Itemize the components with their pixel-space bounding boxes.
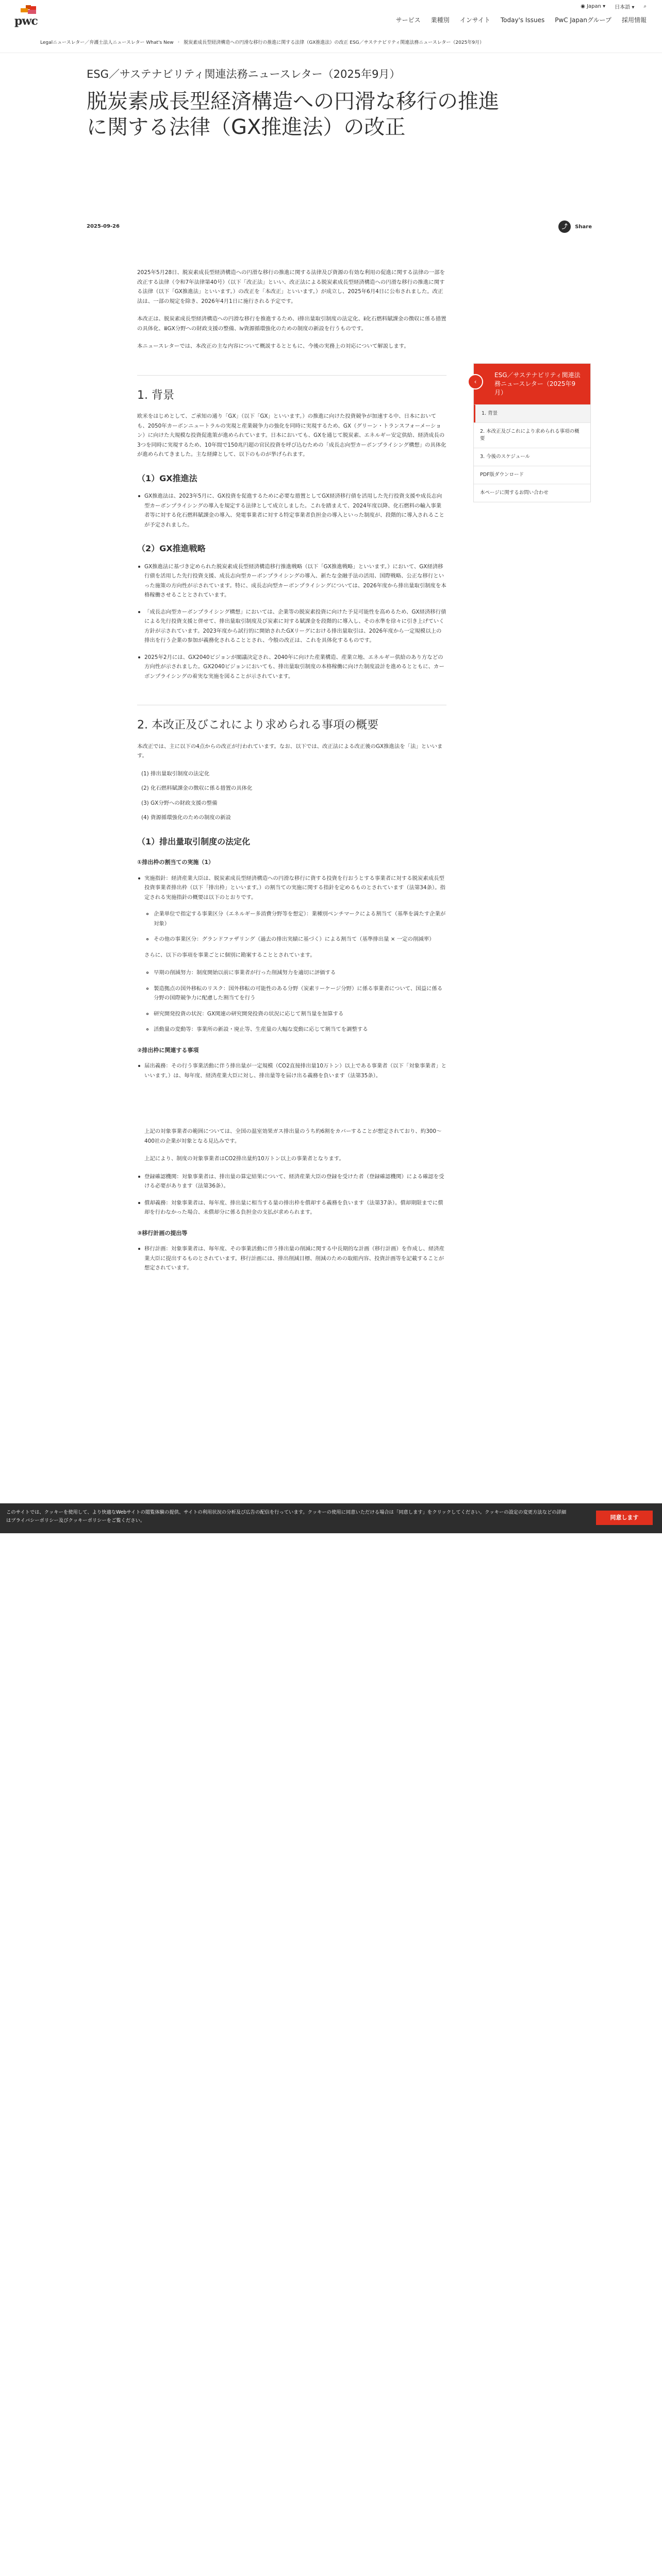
nav-insights[interactable]: インサイト — [459, 16, 490, 24]
list-item: 2025年2月には、GX2040ビジョンが閣議決定され、2040年に向けた産業構造、産業立地、エネルギー供給のあり方などの方向性が示されました。GX2040ビジョンにおいても、排出量取引制度の本格稼働に向けた制度設計を進めるとともに、カーボンプライシングの着実な実施を図ることが示されています。 — [137, 653, 446, 682]
publish-date: 2025-09-26 — [87, 224, 120, 229]
sub-list-item: 早期の削減努力：制度開始以前に事業者が行った削減努力を適切に評価する — [137, 968, 446, 978]
share-icon: ⤴ — [558, 221, 571, 233]
main-nav — [396, 15, 647, 24]
cookie-banner — [0, 1503, 662, 1533]
sub-list-item: 活動量の変動等：事業所の新設・廃止等、生産量の大幅な変動に応じて割当てを調整する — [137, 1025, 446, 1035]
sub-list-item: 製造拠点の国外移転のリスク：国外移転の可能性のある分野（炭素リーケージ分野）に係る事業者について、国益に係る分野の国際競争力に配慮した割当てを行う — [137, 984, 446, 1003]
minor-heading: ③移行計画の提出等 — [137, 1229, 188, 1236]
region-selector[interactable]: ◉ Japan ▾ — [581, 4, 606, 9]
intro-paragraph: 2025年5月28日、脱炭素成長型経済構造への円滑な移行の推進に関する法律及び資源の有効な利用の促進に関する法律の一部を改正する法律（令和7年法律第40号）（以下「改正法」といい、改正法による脱炭素成長型経済構造への円滑な移行の推進に関する法律（以下「GX推進法」といいます。）の改正を「本改正」といいます。）が成立し、2025年6月4日に公布されました。改正法は、一部の規定を除き、2026年4月1日に施行される予定です。 — [137, 269, 445, 304]
toc-item-pdf[interactable]: PDF版ダウンロード — [474, 466, 590, 484]
site-header — [0, 0, 662, 32]
numbered-item: (3) GX分野への財政支援の整備 — [141, 800, 218, 806]
paragraph: 上記により、制度の対象事業者はCO2排出量約10万トン以上の事業者となります。 — [144, 1156, 344, 1162]
sub-list-item: その他の事業区分：グランドファザリング（過去の排出実績に基づく）による割当て（基準排出量 × 一定の削減率） — [137, 935, 446, 944]
nav-group[interactable]: PwC Japanグループ — [555, 16, 611, 24]
page-title: 脱炭素成長型経済構造への円滑な移行の推進に関する法律（GX推進法）の改正 — [87, 90, 499, 139]
language-selector[interactable]: 日本語 ▾ — [615, 5, 635, 10]
cookie-text: このサイトでは、クッキーを使用して、より快適なWebサイトの閲覧体験の提供、サイトの利用状況の分析及び広告の配信を行っています。クッキーの使用に同意いただける場合は「同意します」をクリックしてください。クッキーの設定の変更方法などの詳細はプライバシーポリシー及びクッキーポリシーをご覧ください。 — [6, 1510, 567, 1523]
pwc-logo-text: pwc — [14, 14, 38, 28]
list-item: GX推進法に基づき定められた脱炭素成長型経済構造移行推進戦略（以下「GX推進戦略」といいます。）において、GX経済移行債を活用した先行投資支援、成長志向型カーボンプライシングの導入、新たな金融手法の活用、国際戦略、公正な移行といった施策の方向性が示されています。特に、成長志向型カーボンプライシングについては、2026年度から排出量取引制度を本格稼働させることとされています。 — [137, 562, 446, 600]
paragraph: さらに、以下の事項を事業ごとに個別に勘案することとされています。 — [144, 952, 316, 958]
paragraph: 本改正では、主に以下の4点からの改正が行われています。なお、以下では、改正法による改正後のGX推進法を「法」といいます。 — [137, 743, 443, 759]
toc-header: ‹ ESG／サステナビリティ関連法務ニュースレター（2025年9月） — [474, 364, 590, 404]
subsection-heading: （1）排出量取引制度の法定化 — [137, 836, 251, 846]
toc-item-schedule[interactable]: 3. 今後のスケジュール — [474, 448, 590, 466]
paragraph: 欧米をはじめとして、ご承知の通り「GX」（以下「GX」といいます。）の推進に向けた投資競争が加速する中、日本においても、2050年カーボンニュートラルの実現と産業競争力の強化を同時に実現するため、GX（グリーン・トランスフォーメーション）に向けた大規模な投資促進策が進められています。日本においても、GXを通じて脱炭素、エネルギー安定供給、経済成長の3つを同時に実現するため、10年間で150兆円超の官民投資を呼び込むための「成長志向型カーボンプライシング構想」の具体化が進められてきました。主な経緯として、以下のものが挙げられます。 — [137, 413, 446, 457]
toc-item-background[interactable]: 1. 背景 — [474, 404, 590, 422]
toc-item-overview[interactable]: 2. 本改正及びこれにより求められる事項の概要 — [474, 422, 590, 448]
numbered-item: (1) 排出量取引制度の法定化 — [141, 770, 210, 777]
subsection-heading: （1）GX推進法 — [137, 473, 197, 483]
intro-paragraph: 本ニュースレターでは、本改正の主な内容について概説するとともに、今後の実務上の対応について解説します。 — [137, 343, 409, 349]
breadcrumb-current: 脱炭素成長型経済構造への円滑な移行の推進に関する法律（GX推進法）の改正 ESG／サステナビリティ関連法務ニュースレター（2025年9月） — [184, 40, 485, 45]
minor-heading: ②排出枠に関連する事項 — [137, 1046, 199, 1054]
list-item: 「成長志向型カーボンプライシング構想」においては、企業等の脱炭素投資に向けた予見可能性を高めるため、GX経済移行債による先行投資支援と併せて、排出量取引制度及び炭素に対する賦課金を段階的に導入し、その水準を徐々に引き上げていく方針が示されています。2023年度から試行的に開始されたGXリーグにおける排出量取引は、2026年度から一定規模以上の排出を行う企業の参加が義務化されることとされ、今般の改正は、これを具体化するものです。 — [137, 607, 446, 646]
subsection-heading: （2）GX推進戦略 — [137, 544, 206, 553]
utility-nav — [581, 3, 647, 10]
article-category: ESG／サステナビリティ関連法務ニュースレター（2025年9月） — [87, 68, 401, 80]
numbered-item: (2) 化石燃料賦課金の徴収に係る措置の具体化 — [141, 785, 253, 791]
list-item: 移行計画：対象事業者は、毎年度、その事業活動に伴う排出量の削減に関する中長期的な計画（移行計画）を作成し、経済産業大臣に提出するものとされています。移行計画には、排出削減目標、削減のための取組内容、投資計画等を記載することが想定されています。 — [137, 1244, 446, 1273]
toc-item-contact[interactable]: 本ページに関するお問い合わせ — [474, 484, 590, 502]
list-item: 登録確認機関：対象事業者は、排出量の算定結果について、経済産業大臣の登録を受けた者（登録確認機関）による確認を受ける必要があります（法第36条）。 — [137, 1172, 446, 1191]
chevron-left-icon[interactable]: ‹ — [468, 374, 483, 389]
search-icon[interactable]: ⌕ — [643, 4, 647, 9]
article-hero — [87, 66, 509, 140]
chevron-right-icon: › — [177, 39, 180, 45]
paragraph: 上記の対象事業者の範囲については、全国の温室効果ガス排出量のうち約6割をカバーすることが想定されており、約300～400社の企業が対象となる見込みです。 — [144, 1128, 442, 1144]
cookie-accept-button[interactable]: 同意します — [596, 1511, 653, 1525]
intro-paragraph: 本改正は、脱炭素成長型経済構造への円滑な移行を推進するため、ⅰ排出量取引制度の法定化、ⅱ化石燃料賦課金の徴収に係る措置の具体化、ⅲGX分野への財政支援の整備、ⅳ資源循環強化のための制度の新設を行うものです。 — [137, 316, 446, 332]
globe-icon: ◉ — [581, 4, 585, 9]
pwc-logo[interactable] — [14, 5, 45, 26]
list-item: GX推進法は、2023年5月に、GX投資を促進するために必要な措置としてGX経済移行債を活用した先行投資支援や成長志向型カーボンプライシングの導入を規定する法律として成立しました。これを踏まえて、2024年度以降、化石燃料の輸入事業者等に対する化石燃料賦課金の導入、発電事業者に対する特定事業者負担金の導入といった制度が、段階的に導入されることが予定されました。 — [137, 492, 446, 530]
date-share-bar — [87, 221, 592, 236]
nav-todays-issues[interactable]: Today's Issues — [500, 16, 545, 24]
list-item: 償却義務：対象事業者は、毎年度、排出量に相当する量の排出枠を償却する義務を負います（法第37条）。償却期限までに償却を行わなかった場合、未償却分に係る負担金の支払が求められます。 — [137, 1198, 446, 1217]
nav-services[interactable]: サービス — [395, 16, 421, 24]
section-heading-overview: 2. 本改正及びこれにより求められる事項の概要 — [137, 705, 446, 731]
sub-list-item: 企業単位で指定する事業区分（エネルギー多消費分野等を想定）：業種別ベンチマークによる割当て（基準を満たす企業が対象） — [137, 909, 446, 928]
sub-list-item: 研究開発投資の状況：GX関連の研究開発投資の状況に応じて割当量を加算する — [137, 1009, 446, 1019]
share-button[interactable]: ⤴ Share — [558, 221, 592, 233]
list-item: 実施指針：経済産業大臣は、脱炭素成長型経済構造への円滑な移行に資する投資を行おうとする事業者に対する脱炭素成長型投資事業者排出枠（以下「排出枠」といいます。）の割当ての実施に関する指針を定めるものとされています（法第34条）。指定される実施指針の概要は以下のとおりです。 — [137, 874, 446, 903]
nav-careers[interactable]: 採用情報 — [621, 16, 647, 24]
minor-heading: ①排出枠の割当ての実施（1） — [137, 859, 214, 866]
section-heading-background: 1. 背景 — [137, 375, 446, 401]
breadcrumb-item[interactable]: Legalニュースレター／弁護士法人ニュースレター What's New — [40, 40, 174, 45]
article-body — [137, 268, 446, 1280]
nav-industries[interactable]: 業種別 — [431, 16, 450, 24]
table-of-contents — [473, 363, 591, 502]
numbered-item: (4) 資源循環強化のための制度の新設 — [141, 815, 231, 821]
list-item: 届出義務：その行う事業活動に伴う排出量が一定規模（CO2直接排出量10万トン）以上である事業者（以下「対象事業者」といいます。）は、毎年度、経済産業大臣に対し、排出量等を届け出る義務を負います（法第35条）。 — [137, 1061, 446, 1080]
pwc-logo-mark — [16, 5, 37, 15]
breadcrumb — [0, 32, 662, 53]
